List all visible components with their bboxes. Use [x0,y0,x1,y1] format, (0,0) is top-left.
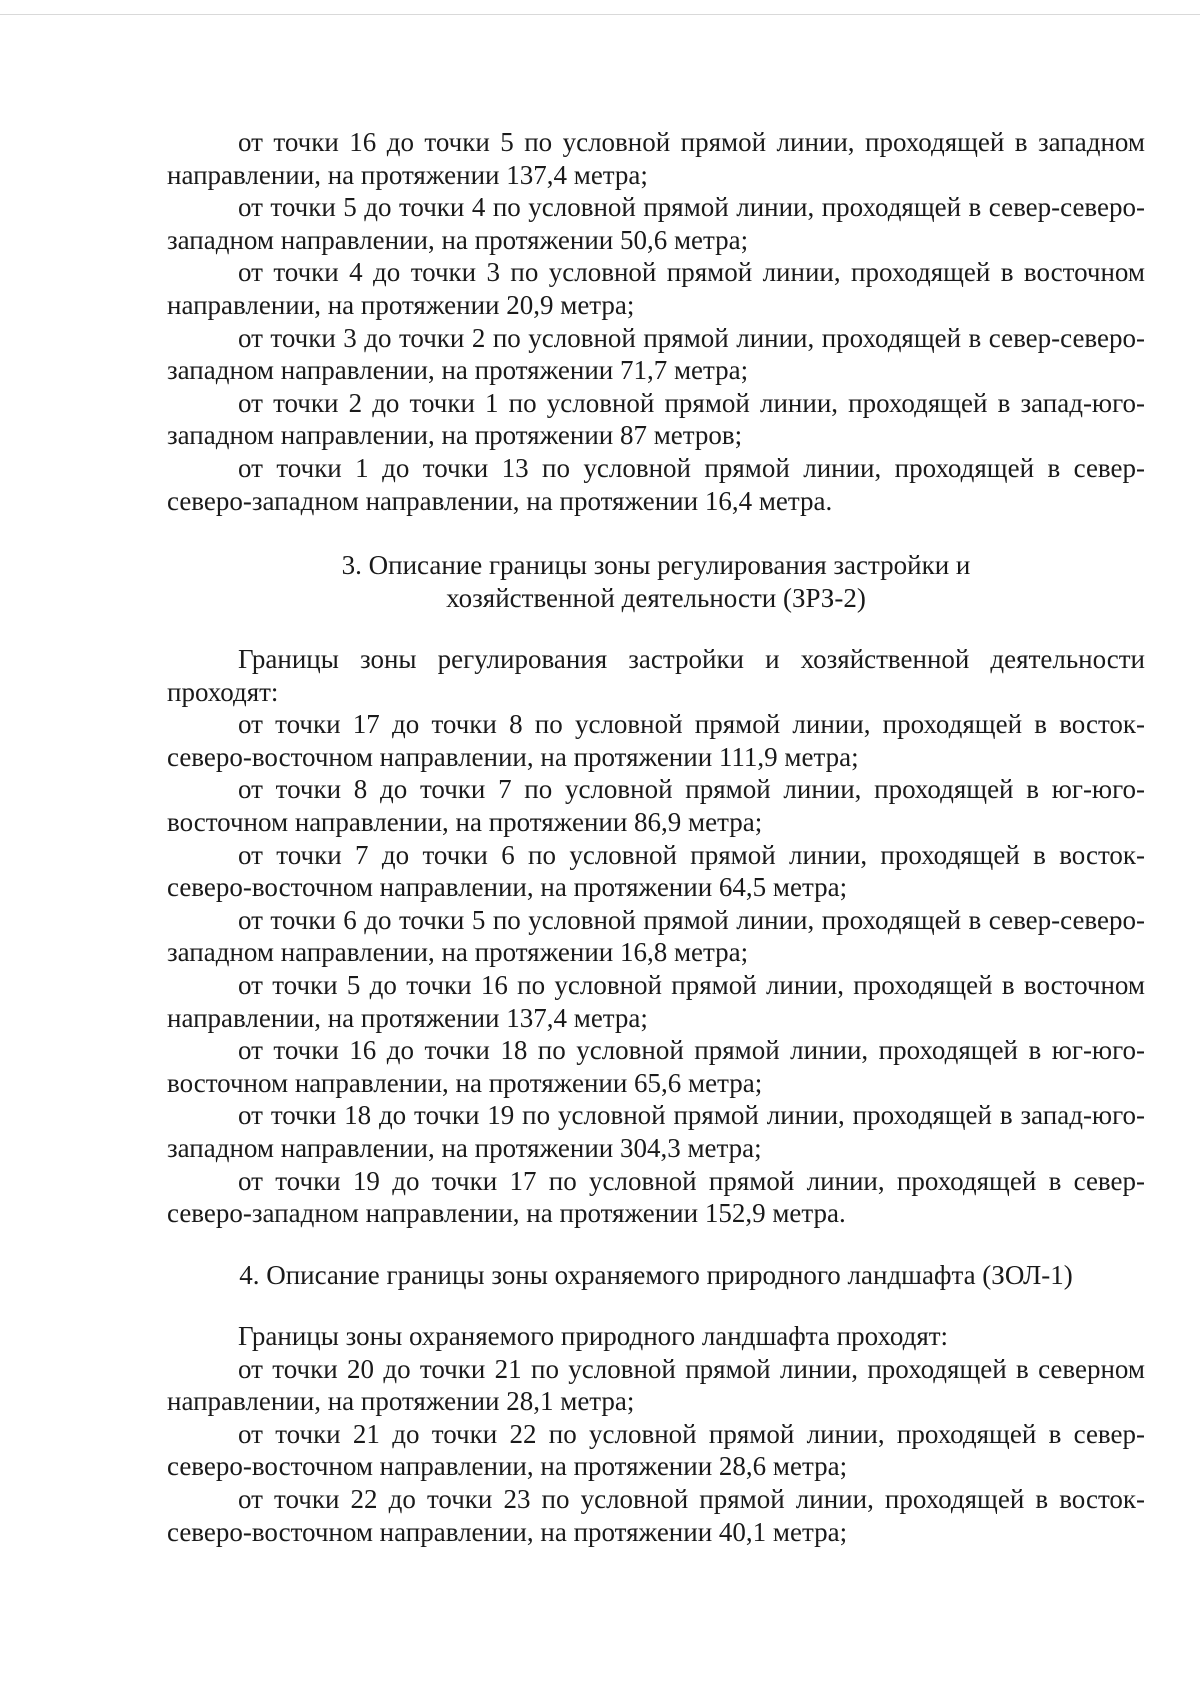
boundary-segment: от точки 4 до точки 3 по условной прямой линии, проходящей в восточном направлении, на протяжении 20,9 метра; [167,257,1145,320]
boundary-segment: от точки 8 до точки 7 по условной прямой линии, проходящей в юг-юго-восточном направлении, на протяжении 86,9 метра; [167,774,1145,837]
boundary-segment: от точки 3 до точки 2 по условной прямой линии, проходящей в север-северо-западном направлении, на протяжении 71,7 метра; [167,322,1145,386]
section-3-heading [167,549,1145,614]
boundary-segment: от точки 2 до точки 1 по условной прямой линии, проходящей в запад-юго-западном направлении, на протяжении 87 метров; [167,387,1145,451]
boundary-segment: от точки 22 до точки 23 по условной прямой линии, проходящей в восток-северо-восточном направлении, на протяжении 40,1 метра; [167,1483,1145,1547]
boundary-segment: от точки 6 до точки 5 по условной прямой линии, проходящей в север-северо-западном направлении, на протяжении 16,8 метра; [167,904,1145,968]
section-3-body [167,643,1145,1230]
section-3-heading-line-2: хозяйственной деятельности (ЗРЗ-2) [446,582,866,613]
boundary-segment: от точки 18 до точки 19 по условной прямой линии, проходящей в запад-юго-западном направлении, на протяжении 304,3 метра; [167,1100,1145,1163]
boundary-segment: от точки 19 до точки 17 по условной прямой линии, проходящей в север-северо-западном направлении, на протяжении 152,9 метра. [167,1165,1145,1229]
boundary-segment: от точки 7 до точки 6 по условной прямой линии, проходящей в восток-северо-восточном направлении, на протяжении 64,5 метра; [167,839,1145,903]
section-3-intro: Границы зоны регулирования застройки и хозяйственной деятельности проходят: [167,644,1145,707]
boundary-segment: от точки 20 до точки 21 по условной прямой линии, проходящей в северном направлении, на протяжении 28,1 метра; [167,1353,1145,1417]
boundary-segment: от точки 5 до точки 4 по условной прямой линии, проходящей в север-северо-западном направлении, на протяжении 50,6 метра; [167,192,1145,255]
boundary-segment: от точки 16 до точки 18 по условной прямой линии, проходящей в юг-юго-восточном направлении, на протяжении 65,6 метра; [167,1035,1145,1098]
section-2-continuation [167,126,1145,517]
section-4-heading-block [167,1259,1145,1292]
boundary-segment: от точки 5 до точки 16 по условной прямой линии, проходящей в восточном направлении, на протяжении 137,4 метра; [167,969,1145,1033]
section-3-heading-line-1: 3. Описание границы зоны регулирования застройки и [341,550,971,580]
boundary-segment: от точки 21 до точки 22 по условной прямой линии, проходящей в север-северо-восточном направлении, на протяжении 28,6 метра; [167,1418,1145,1482]
section-4-heading: 4. Описание границы зоны охраняемого природного ландшафта (ЗОЛ-1) [239,1260,1073,1290]
boundary-segment: от точки 16 до точки 5 по условной прямой линии, проходящей в западном направлении, на протяжении 137,4 метра; [167,127,1145,190]
section-4-intro: Границы зоны охраняемого природного ландшафта проходят: [238,1321,949,1351]
scan-top-edge [0,14,1200,15]
section-4-body [167,1320,1145,1548]
boundary-segment: от точки 17 до точки 8 по условной прямой линии, проходящей в восток-северо-восточном направлении, на протяжении 111,9 метра; [167,709,1145,772]
boundary-segment: от точки 1 до точки 13 по условной прямой линии, проходящей в север-северо-западном направлении, на протяжении 16,4 метра. [167,452,1145,516]
